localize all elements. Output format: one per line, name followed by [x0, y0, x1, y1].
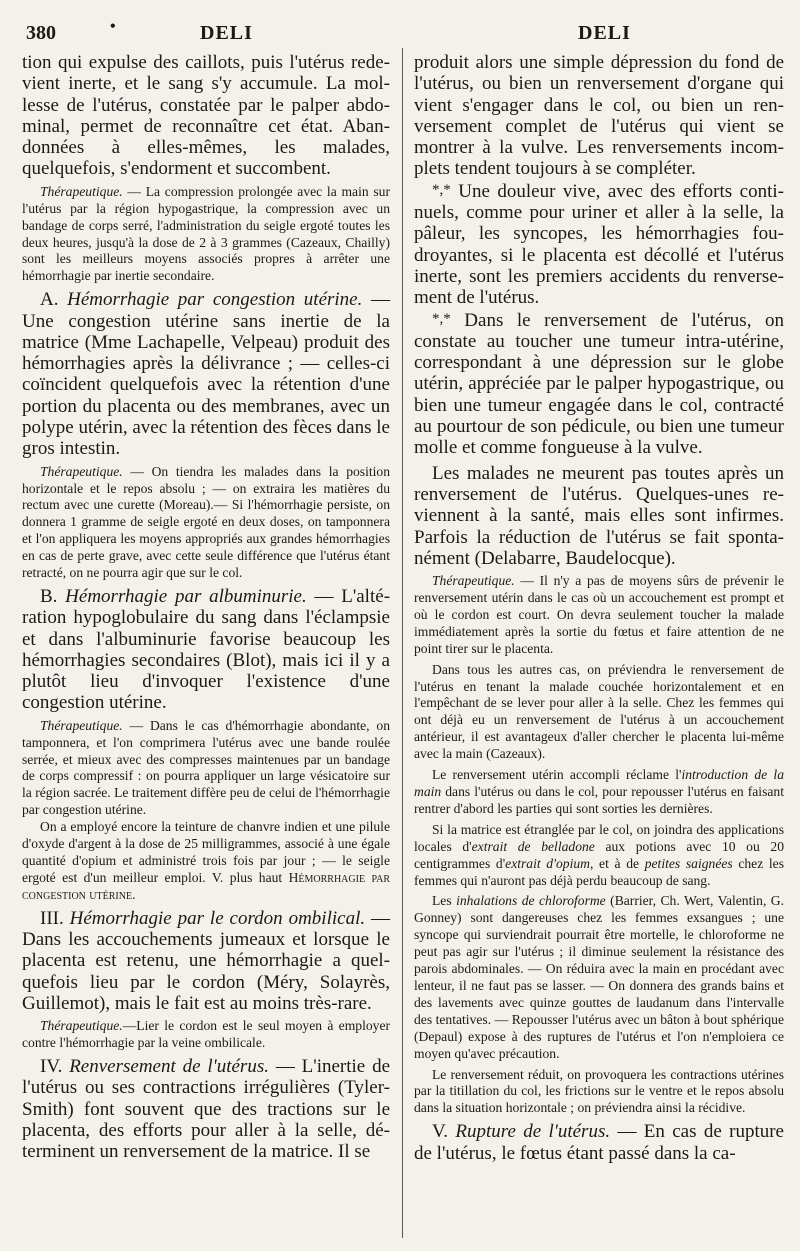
column-divider	[402, 48, 403, 1238]
asterism: *,*	[432, 310, 451, 327]
section-title: Hémorrhagie par le cordon ombilical.	[69, 907, 366, 929]
section-title: Hémorrhagie par albuminurie.	[65, 585, 307, 607]
running-head-left: DELI	[200, 22, 253, 44]
header-mark: •	[110, 18, 116, 35]
running-head-right: DELI	[578, 22, 631, 44]
cross-reference: Hémorrhagie par congestion utérine	[22, 869, 390, 902]
paragraph: Le renversement réduit, on provoquera les contractions utérines par la titillation du col, les frictions sur le ventre et le repos absolu dans la situation horizontale ; on préviendra ainsi la récidive.	[414, 1066, 784, 1116]
page-header	[0, 18, 800, 50]
therapeutique-paragraph: Thérapeutique.—Lier le cordon est le seul moyen à employer contre l'hémorrhagie par la veine ombilicale.	[22, 1018, 390, 1051]
section-a: A. Hémorrhagie par congestion utérine. — Une congestion utérine sans inertie de la matrice (Mme Lachapelle, Velpeau) produit des hémorrhagies après la délivrance ; — celles-ci coïncident quelquefois avec la rétention d'une portion du placenta ou des membranes, avec un polype utérin, avec la rétention des fèces dans le gros intestin.	[22, 289, 390, 460]
therapeutique-paragraph: Thérapeutique. — Il n'y a pas de moyens sûrs de prévenir le renversement utérin dans le cas où un accouchement est prompt et où le cordon est court. On devra seulement toucher la malade immédiatement après la sortie du fœtus et faire attention de ne point tirer sur le placenta.	[414, 573, 784, 656]
right-column	[414, 52, 784, 1164]
therapeutique-paragraph: Thérapeutique. — Dans le cas d'hémorrhagie abondante, on tamponnera, et l'on comprimera l'utérus avec une bande roulée serrée, et mieux avec des compresses maintenues par un bandage de corps compressif : on pourra appliquer un large vésicatoire sur la région sacrée. Le traitement diffère peu de celui de l'hémorrhagie par congestion utérine.	[22, 717, 390, 818]
paragraph: produit alors une simple dépression du fond de l'utérus, ou bien un renversement d'organe qui vient s'engager dans le col, ou bien un renversement complet de l'utérus qui vient se montrer à la vulve. Les renversements incomplets tendent toujours à se compléter.	[414, 52, 784, 180]
therapeutique-label: Thérapeutique.	[40, 717, 123, 733]
therapeutique-paragraph: Thérapeutique. — La compression prolongée avec la main sur l'utérus par la région hypogastrique, la compression avec un bandage de corps serré, l'administration du seigle ergoté toutes les deux heures, jusqu'à la dose de 2 à 3 grammes (Cazeaux, Chailly) sont les meilleurs moyens associés propres à arrêter une hémorrhagie par inertie secondaire.	[22, 183, 390, 284]
section-b: B. Hémorrhagie par albuminurie. — L'altération hypoglobulaire du sang dans l'éclampsie et dans l'albuminurie favorise beaucoup les hémorrhagies secondaires (Blot), mais ici il y a plutôt lieu d'invoquer l'existence d'une congestion utérine.	[22, 585, 391, 714]
page-number: 380	[26, 22, 56, 44]
section-title: Rupture de l'utérus.	[455, 1121, 611, 1143]
therapeutique-label: Thérapeutique.	[40, 463, 123, 479]
therapeutique-paragraph: Thérapeutique. — On tiendra les malades dans la position horizontale et le repos absolu ; — on extraira les matières du rectum avec une curette (Moreau).— Si l'hémorrhagie persiste, on donnera 1 gramme de seigle ergoté en deux doses, on tamponnera et l'on appliquera les moyens appropriés aux grandes hémorrhagies en cas de perte grave, avec cette seule différence que l'utérus étant retracté, on ne pourra agir que sur le col.	[22, 463, 390, 581]
paragraph: Les inhalations de chloroforme (Barrier, Ch. Wert, Valentin, G. Gonney) sont dangereuses chez les femmes exsangues ; une syncope qui surviendrait pourrait être mortelle, le chloroforme ne peut pas agir sur l'utérus ; il diminue seulement la résistance des parois abdominales. — On réduira avec la main en procédant avec lenteur, il ne faut pas se lasser. — On donnera des grands bains et des lavements avec quinze gouttes de laudanum dans l'intervalle des tentatives. — Repousser l'utérus avec un bâton à bout sphérique (Depaul) expose à des ruptures de l'utérus et l'on n'emploiera ce moyen qu'avec précaution.	[414, 893, 785, 1061]
therapeutique-label: Thérapeutique.	[432, 573, 515, 589]
therapeutique-label: Thérapeutique.	[40, 1018, 123, 1034]
paragraph: Dans tous les autres cas, on préviendra le renversement de l'utérus en tenant la malade couchée horizontalement et en l'empêchant de se lever pour aller à la selle. Chez les femmes qui ont déjà eu un renversement de l'utérus à un accouchement antérieur, il est avantageux d'aller chercher le placenta lui-même avec la main (Cazeaux).	[414, 661, 784, 762]
paragraph: On a employé encore la teinture de chanvre indien et une pilule d'oxyde d'argent à la dose de 25 milligrammes, associé à une égale quantité d'opium et administré trois fois par jour ; — le seigle ergoté est d'un meilleur emploi. V. plus haut Hémorrhagie par congestion utérine.	[22, 819, 390, 902]
section-title: Renversement de l'utérus.	[69, 1055, 269, 1077]
asterism: *,*	[432, 181, 451, 198]
section-iv: IV. Renversement de l'utérus. — L'inertie de l'utérus ou ses contractions irrégulières (Tyler-Smith) font souvent que des tractions sur le placenta, des efforts pour aller à la selle, déterminent un renversement de la matrice. Il se	[22, 1055, 391, 1163]
left-column	[22, 52, 390, 1162]
section-iii: III. Hémorrhagie par le cordon ombilical. — Dans les accouchements jumeaux et lorsque le placenta est retenu, une hémorrhagie a quelquefois lieu par le cordon (Méry, Solayrès, Guillemot), mais le fait est au moins très-rare.	[22, 907, 391, 1014]
paragraph: Si la matrice est étranglée par le col, on joindra des applications locales d'extrait de belladone aux potions avec 10 ou 20 centigrammes d'extrait d'opium, et à de petites saignées chez les femmes qui n'auront pas déjà perdu beaucoup de sang.	[414, 821, 785, 888]
therapeutique-label: Thérapeutique.	[40, 183, 123, 199]
paragraph: Le renversement utérin accompli réclame l'introduction de la main dans l'utérus ou dans le col, pour repousser l'utérus en faisant rentrer d'abord les parties qui sont sorties les dernières.	[414, 767, 784, 816]
section-v: V. Rupture de l'utérus. — En cas de rupture de l'utérus, le fœtus étant passé dans la ca-	[414, 1121, 784, 1164]
paragraph: tion qui expulse des caillots, puis l'utérus redevient inerte, et le sang s'y accumule. La mollesse de l'utérus, constatée par le palper abdominal, permet de reconnaître cet état. Abandonnées à elles-mêmes, les malades, quelquefois, s'endorment et succombent.	[22, 52, 390, 180]
paragraph: *,* Une douleur vive, avec des efforts continuels, comme pour uriner et aller à la selle, la pâleur, les syncopes, les hémorrhagies foudroyantes, si le placenta est décollé et l'utérus inerte, sont les premiers accidents du renversement de l'utérus.	[414, 180, 784, 309]
section-title: Hémorrhagie par congestion utérine.	[67, 289, 363, 311]
paragraph: Les malades ne meurent pas toutes après un renversement de l'utérus. Quelques-unes reviennent à la santé, mais elles sont infirmes. Parfois la réduction de l'utérus se fait spontanément (Delabarre, Baudelocque).	[414, 462, 784, 569]
paragraph: *,* Dans le renversement de l'utérus, on constate au toucher une tumeur intra-utérine, correspondant à une dépression sur le globe utérin, appréciée par le palper hypogastrique, ou bien une tumeur engagée dans le col, contracté au pourtour de son pédicule, ou bien une tumeur molle et comme fongueuse à la vulve.	[414, 309, 784, 459]
